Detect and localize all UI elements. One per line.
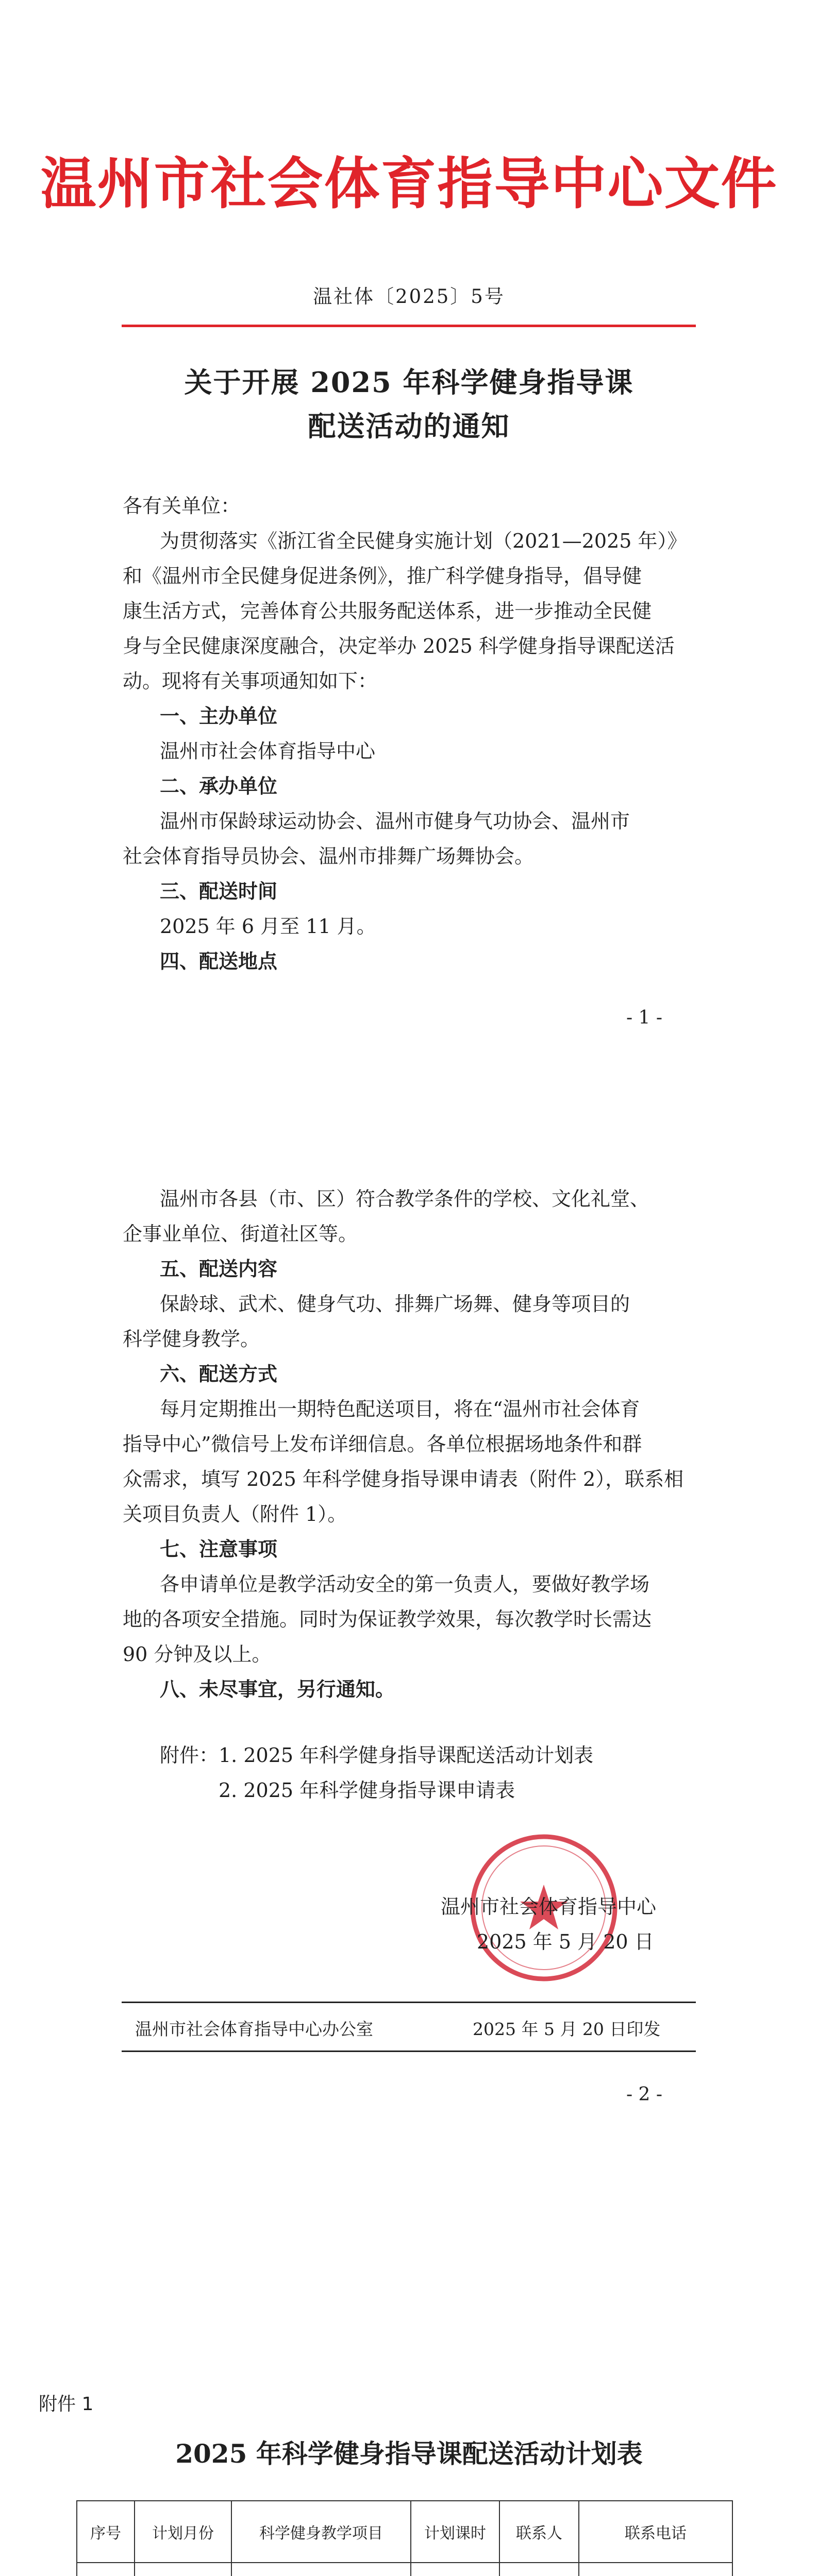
column-header: 联系人 — [499, 2501, 579, 2563]
section-text: 地的各项安全措施。同时为保证教学效果，每次教学时长需达 — [123, 1608, 652, 1631]
red-separator-line — [122, 325, 696, 327]
cell-hours — [411, 2563, 499, 2576]
page-number: - 2 - — [626, 2084, 663, 2105]
body-line: 身与全民健康深度融合，决定举办 2025 科学健身指导课配送活 — [123, 635, 675, 657]
page-number: - 1 - — [626, 1007, 663, 1028]
footer-bottom-rule — [122, 2050, 696, 2052]
document-header-title: 温州市社会体育指导中心文件 — [40, 152, 778, 216]
cell-month — [135, 2563, 231, 2576]
cell-project — [231, 2563, 411, 2576]
section-heading: 二、承办单位 — [160, 775, 278, 798]
section-text: 温州市各县（市、区）符合教学条件的学校、文化礼堂、 — [160, 1188, 650, 1210]
section-text: 企事业单位、街道社区等。 — [123, 1223, 358, 1245]
section-text: 指导中心”微信号上发布详细信息。各单位根据场地条件和群 — [123, 1433, 642, 1455]
section-heading: 四、配送地点 — [160, 950, 278, 973]
salutation: 各有关单位： — [123, 495, 241, 517]
attachment-label: 附件 1 — [39, 2394, 94, 2415]
section-heading: 三、配送时间 — [160, 880, 278, 903]
column-header: 序号 — [77, 2501, 135, 2563]
footer-office: 温州市社会体育指导中心办公室 — [135, 2019, 373, 2039]
section-text: 保龄球、武术、健身气功、排舞广场舞、健身等项目的 — [160, 1293, 630, 1315]
section-text: 温州市保龄球运动协会、温州市健身气功协会、温州市 — [160, 810, 630, 833]
section-text: 各申请单位是教学活动安全的第一负责人，要做好教学场 — [160, 1573, 650, 1596]
section-heading: 一、主办单位 — [160, 705, 278, 727]
notice-title-line-1: 关于开展 2025 年科学健身指导课 — [184, 366, 634, 399]
page-1 — [0, 0, 818, 1157]
section-text: 90 分钟及以上。 — [123, 1643, 272, 1666]
attachment-item: 2. 2025 年科学健身指导课申请表 — [219, 1779, 515, 1802]
attachments-label: 附件： — [160, 1744, 219, 1767]
body-line: 和《温州市全民健身促进条例》，推广科学健身指导，倡导健 — [123, 565, 642, 587]
attachment-item: 1. 2025 年科学健身指导课配送活动计划表 — [219, 1744, 594, 1767]
section-heading: 六、配送方式 — [160, 1363, 278, 1385]
column-header: 计划课时 — [411, 2501, 499, 2563]
cell-index — [77, 2563, 135, 2576]
column-header: 计划月份 — [135, 2501, 231, 2563]
section-heading: 五、配送内容 — [160, 1258, 278, 1280]
footer-top-rule — [122, 2002, 696, 2003]
document-number: 温社体〔2025〕5号 — [313, 285, 505, 308]
column-header: 科学健身教学项目 — [231, 2501, 411, 2563]
body-line: 康生活方式，完善体育公共服务配送体系，进一步推动全民健 — [123, 600, 652, 622]
body-line: 动。现将有关事项通知如下： — [123, 670, 378, 692]
notice-title-line-2: 配送活动的通知 — [308, 410, 510, 443]
table-header-row — [77, 2501, 732, 2563]
plan-table — [76, 2500, 733, 2576]
column-header: 联系电话 — [579, 2501, 732, 2563]
page-3 — [0, 2312, 818, 2576]
footer-print-date: 2025 年 5 月 20 日印发 — [473, 2019, 661, 2039]
table-row — [77, 2563, 732, 2576]
section-heading: 八、未尽事宜，另行通知。 — [160, 1678, 395, 1701]
section-text: 科学健身教学。 — [123, 1328, 260, 1350]
section-text: 温州市社会体育指导中心 — [160, 740, 376, 762]
section-text: 众需求，填写 2025 年科学健身指导课申请表（附件 2），联系相 — [123, 1468, 684, 1490]
cell-phone — [579, 2563, 732, 2576]
section-heading: 七、注意事项 — [160, 1538, 278, 1561]
section-text: 2025 年 6 月至 11 月。 — [160, 915, 376, 938]
page-2 — [0, 1157, 818, 2312]
section-text: 关项目负责人（附件 1）。 — [123, 1503, 347, 1526]
section-text: 社会体育指导员协会、温州市排舞广场舞协会。 — [123, 845, 535, 868]
cell-contact — [499, 2563, 579, 2576]
signature-date: 2025 年 5 月 20 日 — [477, 1930, 654, 1953]
section-text: 每月定期推出一期特色配送项目，将在“温州市社会体育 — [160, 1398, 640, 1420]
body-line: 为贯彻落实《浙江省全民健身实施计划（2021—2025 年）》 — [160, 530, 687, 552]
signature-organization: 温州市社会体育指导中心 — [441, 1895, 657, 1918]
table-title: 2025 年科学健身指导课配送活动计划表 — [175, 2438, 643, 2469]
